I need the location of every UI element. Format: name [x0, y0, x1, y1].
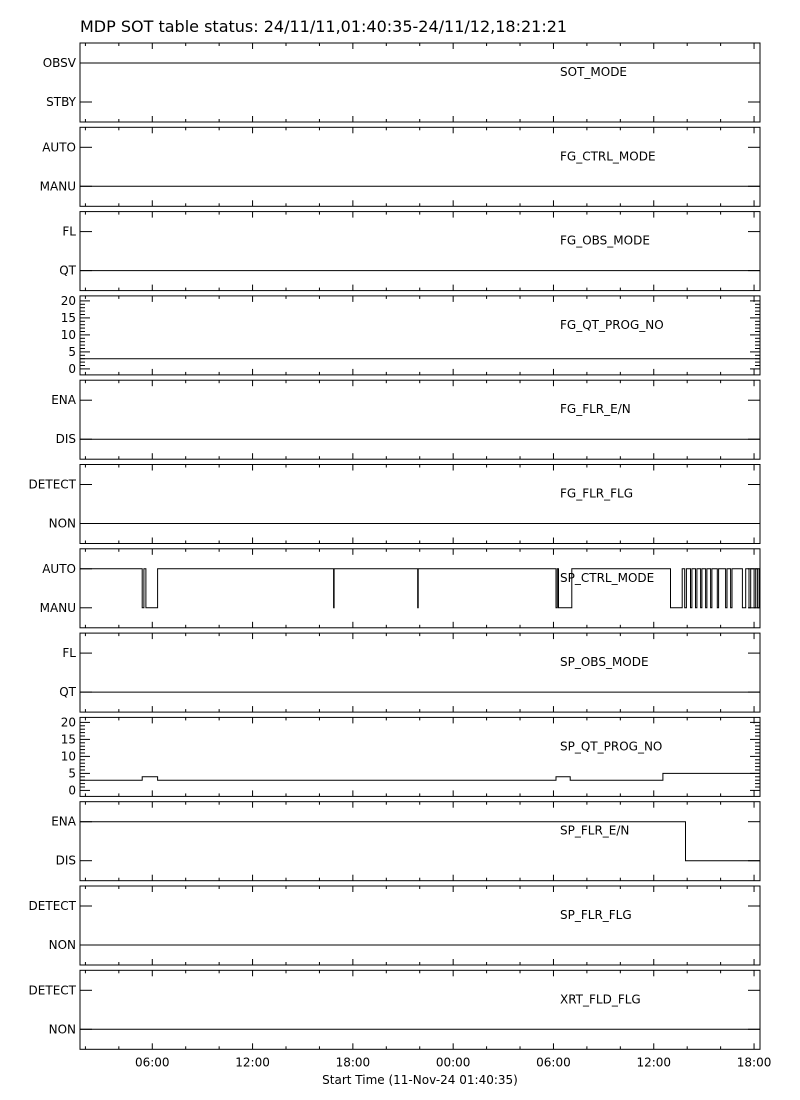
series-line: [80, 822, 760, 861]
y-state-label: MANU: [39, 600, 76, 615]
y-state-label: OBSV: [42, 56, 76, 70]
x-tick-label: 18:00: [736, 1055, 772, 1070]
y-state-label: ENA: [51, 814, 76, 829]
y-tick-label: 15: [60, 732, 76, 747]
panel-sp-obs-mode: [59, 633, 760, 712]
panel-name: SP_QT_PROG_NO: [560, 739, 663, 754]
y-tick-label: 15: [60, 310, 76, 325]
y-state-label: AUTO: [42, 561, 76, 576]
panel-frame: [80, 127, 760, 206]
panel-name: SP_FLR_E/N: [560, 823, 630, 838]
series-line: [80, 773, 760, 780]
y-tick-label: 10: [60, 327, 76, 342]
panel-name: SP_OBS_MODE: [560, 655, 649, 670]
panel-frame: [80, 380, 760, 459]
x-axis: [135, 1055, 771, 1069]
y-tick-label: 20: [60, 715, 76, 730]
panel-frame: [80, 296, 760, 375]
panel-sp-qt-prog-no: [61, 715, 760, 797]
panel-frame: [80, 43, 760, 122]
panel-name: XRT_FLD_FLG: [560, 992, 641, 1007]
panel-sp-flr-e-n: [51, 802, 760, 881]
panel-fg-ctrl-mode: [40, 127, 760, 206]
panel-frame: [80, 212, 760, 291]
y-state-label: DIS: [55, 432, 76, 447]
x-tick-label: 06:00: [134, 1055, 170, 1070]
y-state-label: DETECT: [28, 899, 76, 913]
panel-name: FG_OBS_MODE: [560, 233, 650, 248]
y-state-label: DETECT: [28, 983, 76, 998]
panel-name: FG_FLR_E/N: [560, 402, 631, 417]
x-tick-label: 18:00: [335, 1055, 371, 1070]
y-state-label: FL: [62, 646, 76, 661]
series-line: [80, 569, 760, 608]
panels-group: [29, 43, 760, 1049]
panel-name: SP_FLR_FLG: [560, 908, 632, 922]
y-state-label: NON: [48, 1022, 76, 1037]
panel-name: SP_CTRL_MODE: [560, 570, 655, 585]
y-tick-label: 0: [68, 361, 76, 376]
panel-name: FG_FLR_FLG: [560, 486, 634, 501]
x-tick-label: 06:00: [536, 1055, 571, 1070]
panel-fg-obs-mode: [59, 212, 760, 291]
y-tick-label: 5: [68, 766, 76, 781]
panel-name: FG_CTRL_MODE: [560, 149, 656, 164]
y-tick-label: 5: [68, 344, 76, 359]
panel-sp-ctrl-mode: [40, 549, 760, 628]
y-state-label: FL: [62, 224, 76, 239]
y-state-label: AUTO: [42, 140, 76, 155]
x-tick-label: 12:00: [636, 1055, 672, 1070]
y-state-label: NON: [48, 938, 76, 952]
panel-name: FG_QT_PROG_NO: [560, 317, 664, 332]
panel-frame: [80, 970, 760, 1049]
panel-frame: [80, 549, 760, 628]
y-state-label: QT: [59, 685, 76, 700]
y-state-label: DIS: [55, 853, 76, 868]
y-state-label: ENA: [51, 393, 76, 408]
panel-frame: [80, 717, 760, 796]
panel-frame: [80, 465, 760, 544]
y-tick-label: 20: [60, 293, 76, 308]
panel-xrt-fld-flg: [29, 970, 760, 1049]
panel-sp-flr-flg: [29, 886, 760, 965]
y-state-label: STBY: [46, 95, 76, 109]
panel-fg-flr-e-n: [51, 380, 760, 459]
panel-frame: [80, 633, 760, 712]
panel-name: SOT_MODE: [560, 65, 628, 79]
x-axis-label: Start Time (11-Nov-24 01:40:35): [322, 1073, 518, 1087]
chart-title: MDP SOT table status: 24/11/11,01:40:35-24/11/12,18:21:21: [80, 17, 568, 36]
panel-fg-flr-flg: [29, 465, 760, 544]
panel-fg-qt-prog-no: [61, 294, 760, 376]
panel-sot-mode: [43, 43, 760, 122]
y-state-label: NON: [48, 516, 76, 531]
y-tick-label: 10: [60, 749, 76, 764]
x-tick-label: 12:00: [235, 1055, 270, 1070]
panel-frame: [80, 886, 760, 965]
y-state-label: QT: [59, 263, 76, 278]
y-state-label: MANU: [39, 179, 76, 194]
y-tick-label: 0: [68, 783, 76, 798]
x-tick-label: 00:00: [435, 1055, 471, 1070]
panel-frame: [80, 802, 760, 881]
y-state-label: DETECT: [28, 477, 76, 492]
